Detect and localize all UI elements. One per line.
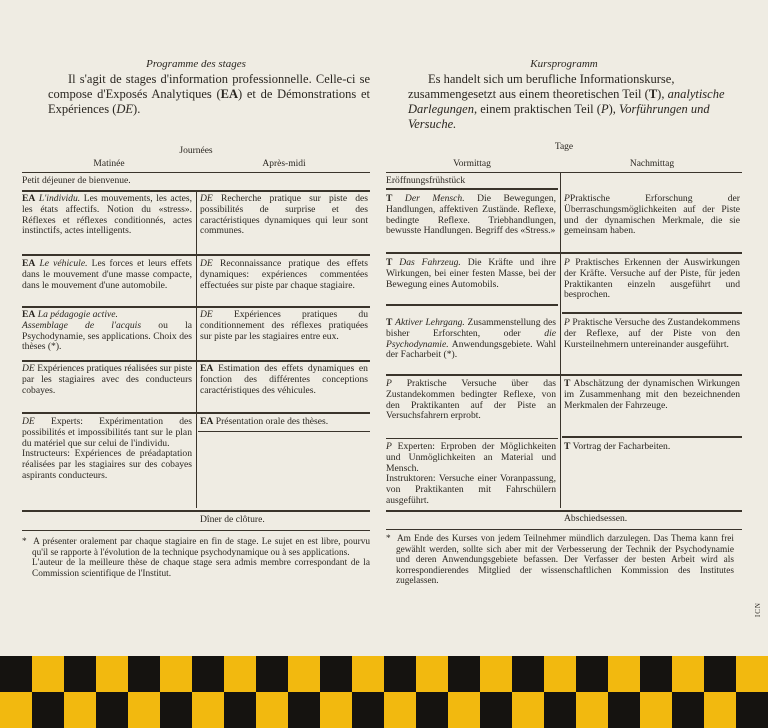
german-row3-afternoon: P Praktische Versuche des Zustandekommens der Reflexe, auf der Piste von den Kursteilnehmern untereinander ausgeführt. [564,317,740,350]
german-col-morning: Vormittag [453,159,491,169]
checker-square [96,692,128,728]
divider [562,436,742,438]
checker-square [416,692,448,728]
divider [22,412,370,414]
french-col-afternoon: Après-midi [262,159,306,169]
german-closing: Abschiedsessen. [564,513,628,524]
french-days-label: Journées [179,146,213,156]
french-heading: Programme des stages [146,58,246,70]
german-row5-afternoon: T Vortrag der Facharbeiten. [564,441,671,452]
french-row5-morning: DE Experts: Expérimentation des possibilités et impossibilités tant sur le plan du matériel que sur celui de l'individu. Instructeurs: Expériences de préadaptation réalisées par les stagiaires sur des cobayes aspirants conducteurs. [22,416,192,481]
checker-square [384,656,416,692]
divider [386,438,558,439]
german-row4-afternoon: T Abschätzung der dynamischen Wirkungen im Zusammenhang mit den bezeichnenden Merkmalen der Fahrzeuge. [564,378,740,411]
checker-square [288,692,320,728]
german-intro: Es handelt sich um berufliche Informationskurse, zusammengesetzt aus einem theoretischen Teil (T), analytische Darlegungen, einem praktischen Teil (P), Vorführungen und Versuche. [408,72,725,131]
checker-square [736,692,768,728]
checker-square [224,692,256,728]
divider [22,530,370,531]
divider [562,312,742,314]
german-row3-morning: T Aktiver Lehrgang. Zusammenstellung des bisher Erforschten, oder die Psychodynamie. Anwendungsgebiete. Wahl der Facharbeit (*). [386,317,556,361]
checker-square [704,656,736,692]
checker-square [160,692,192,728]
checker-square [448,656,480,692]
checker-square [192,656,224,692]
french-row4-morning: DE Expériences pratiques réalisées sur piste par les stagiaires avec des conducteurs cobayes. [22,363,192,396]
german-footnote: * Am Ende des Kurses von jedem Teilnehmer mündlich darzulegen. Das Thema kann frei gewählt werden, sollte sich aber mit der Verbesserung der Technik der Psychodynamie und deren Anwendungsgebiete befassen. Der Verfasser der besten Arbeit wird als korrespondierendes Mitglied der wissenschaftlichen Kommission des Institutes zugelassen. [386,534,735,586]
divider [386,510,742,512]
french-intro: Il s'agit de stages d'information professionnelle. Celle-ci se compose d'Exposés Analytiques (EA) et de Démonstrations et Expériences (DE). [48,72,370,116]
divider [22,306,370,308]
german-row1-morning: T Der Mensch. Die Bewegungen, Handlungen, affektiven Zustände. Reflexe, bedingte Reflexe. Triebhandlungen, bewusste Handlungen. Begriff des «Stress.» [386,193,556,237]
divider [22,254,370,256]
french-row3-afternoon: DE Expériences pratiques du conditionnement des réflexes pratiquées sur piste par les stagiaires entre eux. [200,309,368,342]
french-col-morning: Matinée [93,159,125,169]
checker-square [544,692,576,728]
divider [386,304,558,306]
german-row2-afternoon: P Praktisches Erkennen der Auswirkungen der Kräfte. Versuche auf der Piste, für jeden Praktikanten einzeln ausgeführt und besprochen. [564,257,740,301]
french-row2-afternoon: DE Reconnaissance pratique des effets dynamiques: expériences commentées effectuées sur piste par chaque stagiaire. [200,258,368,291]
checker-square [672,692,704,728]
checker-square [128,656,160,692]
divider [198,431,370,432]
german-heading: Kursprogramm [530,58,598,70]
french-footnote: * A présenter oralement par chaque stagiaire en fin de stage. Le sujet en est libre, pourvu qu'il se rapporte à l'évolution de la technique psychodynamique ou à ses applications. L'auteur de la meilleure thèse de chaque stage sera admis membre correspondant de la Commission scientifique de l'Institut. [22,537,370,579]
divider [560,172,561,508]
german-row4-morning: P Praktische Versuche über das Zustandekommen bedingter Reflexe, von den Praktikanten auf der Piste an Versuchsfahrern erprobt. [386,378,557,422]
french-row1-afternoon: DE Recherche pratique sur piste des possibilités de surprise et des caractéristiques dynamiques qui leur sont communes. [200,193,369,237]
french-row4-afternoon: EA Estimation des effets dynamiques en fonction des différentes conceptions caractéristiques des véhicules. [200,363,368,396]
german-days-label: Tage [554,142,574,152]
checker-square [480,692,512,728]
checker-square [0,656,32,692]
checker-square [576,656,608,692]
checkered-band [0,656,768,728]
side-printer-mark: ICN [754,602,762,618]
french-row1-morning: EA L'individu. Les mouvements, les actes, les états affectifs. Notion du «stress». Réflexes et réflexes conditionnés, actes instinctifs, actes intelligents. [22,193,193,237]
checker-square [352,692,384,728]
checker-square [320,656,352,692]
german-col-afternoon: Nachmittag [629,159,675,169]
french-closing: Dîner de clôture. [200,514,265,525]
checker-square [608,692,640,728]
divider [386,188,558,190]
divider [386,252,742,254]
german-row1-afternoon: PPraktische Erforschung der Überraschungsmöglichkeiten auf der Piste und der dynamischen Merkmale, die sie gemeinsam haben. [564,193,740,237]
checker-square [256,656,288,692]
german-row2-morning: T Das Fahrzeug. Die Kräfte und ihre Wirkungen, bei einer festen Masse, bei der Bewegung eines Automobils. [386,257,557,290]
german-breakfast: Eröffnungsfrühstück [386,175,466,186]
french-row5-afternoon: EA Présentation orale des thèses. [200,416,329,427]
german-row5-morning: P Experten: Erproben der Möglichkeiten und Unmöglichkeiten an Material und Mensch. Instruktoren: Versuche einer Voranpassung, von Praktikanten mit Fahrschülern ausgeführt. [386,441,556,506]
checker-square [640,656,672,692]
french-row3-morning: EA La pédagogie active. Assemblage de l'acquis ou la Psychodynamie, ses applications. Choix des thèses (*). [22,309,192,353]
divider [22,172,370,173]
divider [196,190,197,508]
divider [386,529,742,530]
divider [386,172,742,173]
french-breakfast: Petit déjeuner de bienvenue. [22,175,131,186]
divider [22,510,370,512]
checker-square [64,656,96,692]
french-row2-morning: EA Le véhicule. Les forces et leurs effets dans le mouvement d'une masse compacte, dans le mouvement d'une automobile. [22,258,192,291]
checker-square [512,656,544,692]
checker-square [32,692,64,728]
divider [386,374,742,376]
divider [22,360,370,362]
